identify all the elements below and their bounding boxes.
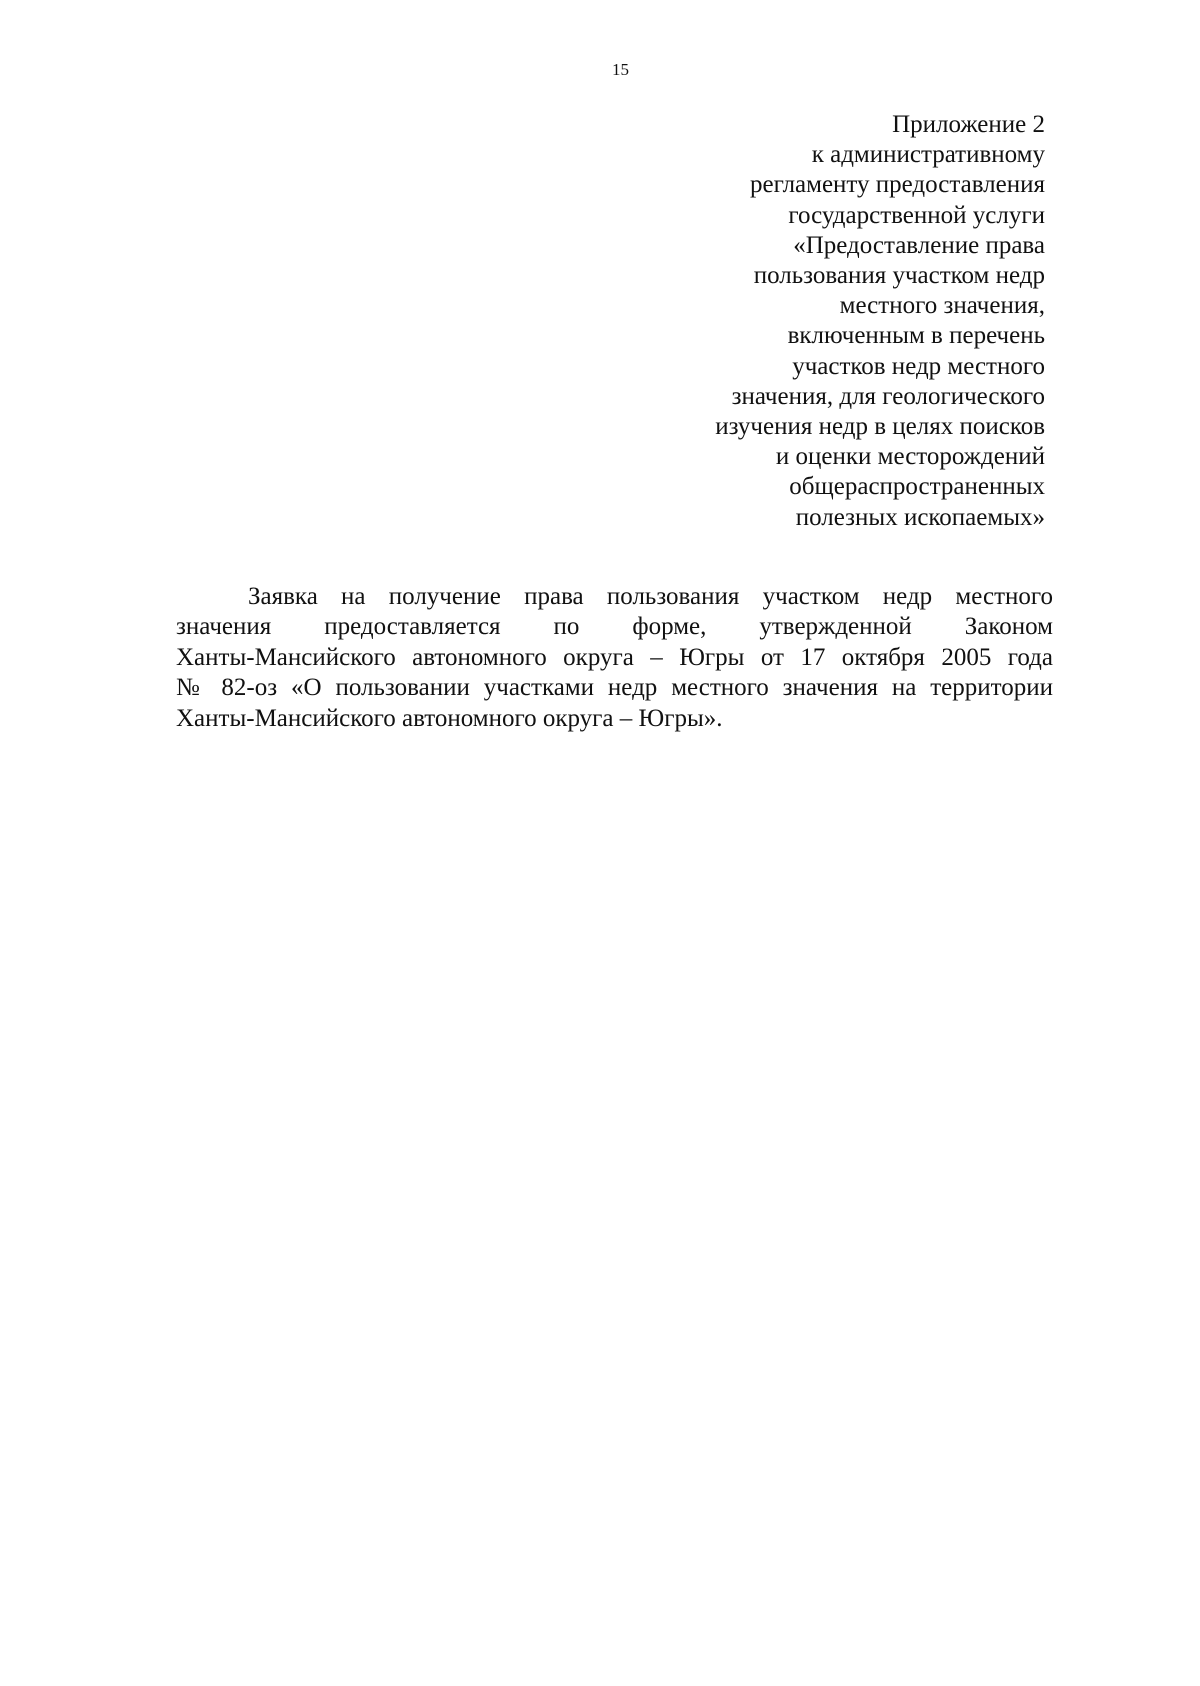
paragraph-line: Ханты-Мансийского автономного округа – Югры от 17 октября 2005 года bbox=[176, 643, 1053, 671]
appendix-line: регламенту предоставления bbox=[749, 171, 1045, 199]
appendix-line: участков недр местного bbox=[792, 352, 1045, 380]
body-paragraph bbox=[176, 582, 1053, 734]
paragraph-line: Заявка на получение права пользования участком недр местного bbox=[248, 583, 1053, 610]
appendix-header bbox=[715, 110, 1045, 533]
appendix-line: общераспространенных bbox=[789, 473, 1045, 501]
appendix-line: значения, для геологического bbox=[731, 382, 1045, 410]
paragraph-line: Ханты-Мансийского автономного округа – Югры». bbox=[176, 704, 723, 732]
appendix-line: и оценки месторождений bbox=[775, 443, 1045, 471]
paragraph-line: значения предоставляется по форме, утвержденной Законом bbox=[176, 613, 1053, 641]
appendix-line: пользования участком недр bbox=[753, 262, 1045, 290]
appendix-line: изучения недр в целях поисков bbox=[715, 413, 1045, 441]
appendix-line: к административному bbox=[811, 141, 1045, 169]
paragraph-line: № 82-оз «О пользовании участками недр местного значения на территории bbox=[176, 674, 1053, 702]
appendix-line: местного значения, bbox=[839, 292, 1045, 320]
appendix-line: Приложение 2 bbox=[892, 111, 1045, 138]
appendix-line: государственной услуги bbox=[788, 201, 1045, 229]
appendix-line: включенным в перечень bbox=[787, 322, 1045, 350]
appendix-line: полезных ископаемых» bbox=[795, 503, 1045, 531]
appendix-line: «Предоставление права bbox=[793, 231, 1045, 259]
page-number: 15 bbox=[612, 60, 629, 79]
